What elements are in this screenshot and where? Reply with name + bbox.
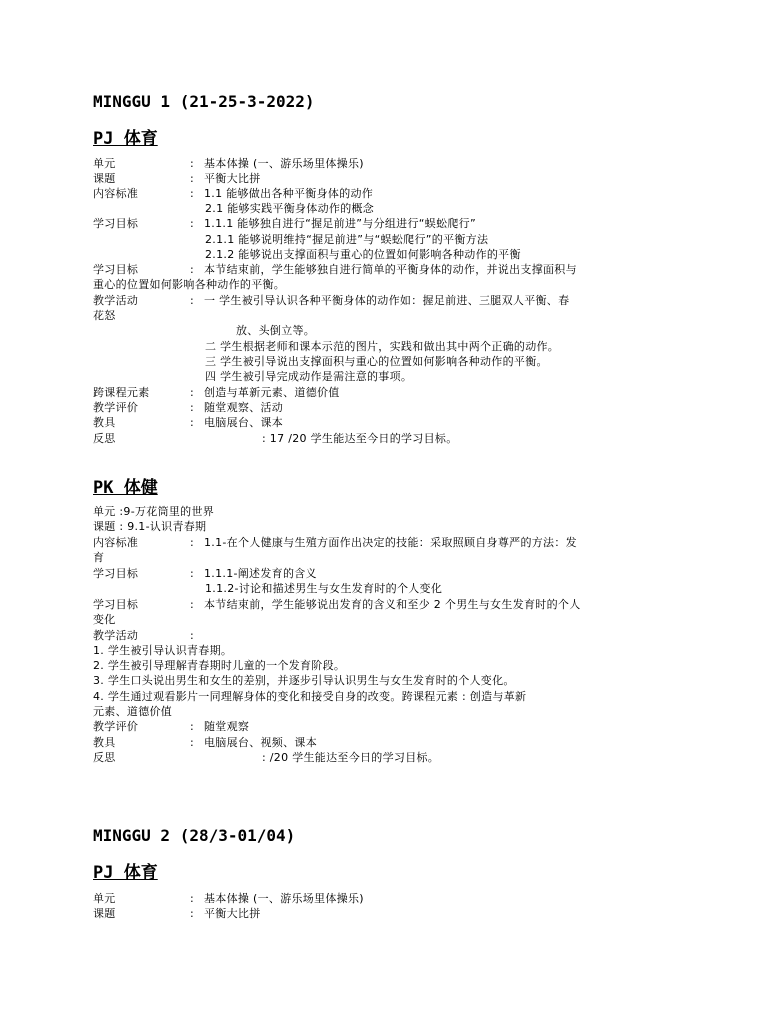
colon: : <box>190 157 195 170</box>
pj-activity-4: 四 学生被引导完成动作是需注意的事项。 <box>205 370 413 383</box>
label: 单元 <box>93 157 116 170</box>
pj-objective-row <box>93 216 683 231</box>
value: : 17 /20 学生能达至今日的学习目标。 <box>262 432 458 445</box>
pk-activity-3: 3. 学生口头说出男生和女生的差别，并逐步引导认识男生与女生发育时的个人变化。 <box>93 674 515 687</box>
label: 学习目标 <box>93 217 139 230</box>
value: 创造与革新元素、道德价值 <box>204 386 340 399</box>
week2-title: MINGGU 2 (28/3-01/04) <box>93 826 296 845</box>
pk-topic-line: 课题 : 9.1-认识青春期 <box>93 520 207 533</box>
colon: : <box>190 416 195 429</box>
colon: : <box>190 386 195 399</box>
pk-reflection-row <box>93 750 683 765</box>
pj-content-2: 2.1 能够实践平衡身体动作的概念 <box>205 202 375 215</box>
value: 1.1.1 能够独自进行“握足前进”与分组进行“蜈蚣爬行” <box>204 217 476 230</box>
value: : /20 学生能达至今日的学习目标。 <box>262 751 440 764</box>
value: 平衡大比拼 <box>204 172 261 185</box>
colon: : <box>190 892 195 905</box>
pk-activity-4b: 元素、道德价值 <box>93 705 173 718</box>
label: 学习目标 <box>93 567 139 580</box>
colon: : <box>190 907 195 920</box>
pj-objective2-cont: 重心的位置如何影响各种动作的平衡。 <box>93 278 286 291</box>
colon: : <box>190 263 195 276</box>
pk-heading: PK 体健 <box>93 478 158 498</box>
pj-objective-3: 2.1.2 能够说出支撑面积与重心的位置如何影响各种动作的平衡 <box>205 248 521 261</box>
label: 教学评价 <box>93 720 139 733</box>
label: 内容标准 <box>93 536 139 549</box>
label: 教具 <box>93 416 116 429</box>
pj-activity-3: 三 学生被引导说出支撑面积与重心的位置如何影响各种动作的平衡。 <box>205 355 548 368</box>
label: 课题 <box>93 907 116 920</box>
pj-tool-row <box>93 415 683 430</box>
pj2-unit-row <box>93 891 683 906</box>
colon: : <box>190 736 195 749</box>
colon: : <box>190 720 195 733</box>
label: 教学活动 <box>93 629 139 642</box>
pk-objective2-cont: 变化 <box>93 613 116 626</box>
pk-objective2-row <box>93 597 683 612</box>
value: 基本体操 (一、游乐场里体操乐) <box>204 892 364 905</box>
label: 单元 <box>93 892 116 905</box>
pk-content-cont: 育 <box>93 551 105 564</box>
value: 一 学生被引导认识各种平衡身体的动作如：握足前进、三腿双人平衡、春 <box>204 294 570 307</box>
value: 1.1-在个人健康与生殖方面作出决定的技能：采取照顾自身尊严的方法：发 <box>204 536 577 549</box>
label: 反思 <box>93 432 116 445</box>
pk-tool-row <box>93 735 683 750</box>
pk-activity-4a: 4. 学生通过观看影片一同理解身体的变化和接受自身的改变。跨课程元素 : 创造与革新 <box>93 690 527 703</box>
value: 1.1 能够做出各种平衡身体的动作 <box>204 187 374 200</box>
pk-content-row <box>93 535 683 550</box>
label: 学习目标 <box>93 263 139 276</box>
label: 内容标准 <box>93 187 139 200</box>
label: 反思 <box>93 751 116 764</box>
value: 1.1.1-阐述发育的含义 <box>204 567 317 580</box>
pk-activity-2: 2. 学生被引导理解青春期时儿童的一个发育阶段。 <box>93 659 346 672</box>
pj-content-row <box>93 186 683 201</box>
pk-activity-row <box>93 628 683 643</box>
pj-objective-2: 2.1.1 能够说明维持“握足前进”与“蜈蚣爬行”的平衡方法 <box>205 233 489 246</box>
pk-objective-row <box>93 566 683 581</box>
colon: : <box>190 567 195 580</box>
pj-activity-row <box>93 293 683 308</box>
colon: : <box>190 598 195 611</box>
colon: : <box>190 187 195 200</box>
value: 本节结束前，学生能够独自进行简单的平衡身体的动作，并说出支撑面积与 <box>204 263 577 276</box>
pj-reflection-row <box>93 431 683 446</box>
label: 教学评价 <box>93 401 139 414</box>
pk-objective-2: 1.1.2-讨论和描述男生与女生发育时的个人变化 <box>205 582 443 595</box>
colon: : <box>190 536 195 549</box>
label: 学习目标 <box>93 598 139 611</box>
pj-eval-row <box>93 400 683 415</box>
label: 教学活动 <box>93 294 139 307</box>
pj-heading-week2: PJ 体育 <box>93 863 158 883</box>
value: 随堂观察 <box>204 720 250 733</box>
pj-heading: PJ 体育 <box>93 129 158 149</box>
value: 随堂观察、活动 <box>204 401 284 414</box>
colon: : <box>190 172 195 185</box>
colon: : <box>190 294 195 307</box>
label: 教具 <box>93 736 116 749</box>
pj-activity-1c: 放、头倒立等。 <box>236 324 316 337</box>
colon: : <box>190 401 195 414</box>
week1-title: MINGGU 1 (21-25-3-2022) <box>93 92 315 111</box>
pk-unit-line: 单元 :9-万花筒里的世界 <box>93 505 215 518</box>
pk-eval-row <box>93 719 683 734</box>
pj-activity-1b: 花怒 <box>93 309 116 322</box>
value: 电脑展台、视频、课本 <box>204 736 317 749</box>
value: 电脑展台、课本 <box>204 416 284 429</box>
pj-activity-2: 二 学生根据老师和课本示范的图片，实践和做出其中两个正确的动作。 <box>205 340 560 353</box>
pj2-topic-row <box>93 906 683 921</box>
label: 跨课程元素 <box>93 386 150 399</box>
value: 平衡大比拼 <box>204 907 261 920</box>
label: 课题 <box>93 172 116 185</box>
colon: : <box>190 629 195 642</box>
pj-unit-row <box>93 156 683 171</box>
pj-objective2-row <box>93 262 683 277</box>
pj-topic-row <box>93 171 683 186</box>
pk-activity-1: 1. 学生被引导认识青春期。 <box>93 644 233 657</box>
value: 本节结束前，学生能够说出发育的含义和至少 2 个男生与女生发育时的个人 <box>204 598 581 611</box>
colon: : <box>190 217 195 230</box>
pj-cross-row <box>93 385 683 400</box>
value: 基本体操 (一、游乐场里体操乐) <box>204 157 364 170</box>
